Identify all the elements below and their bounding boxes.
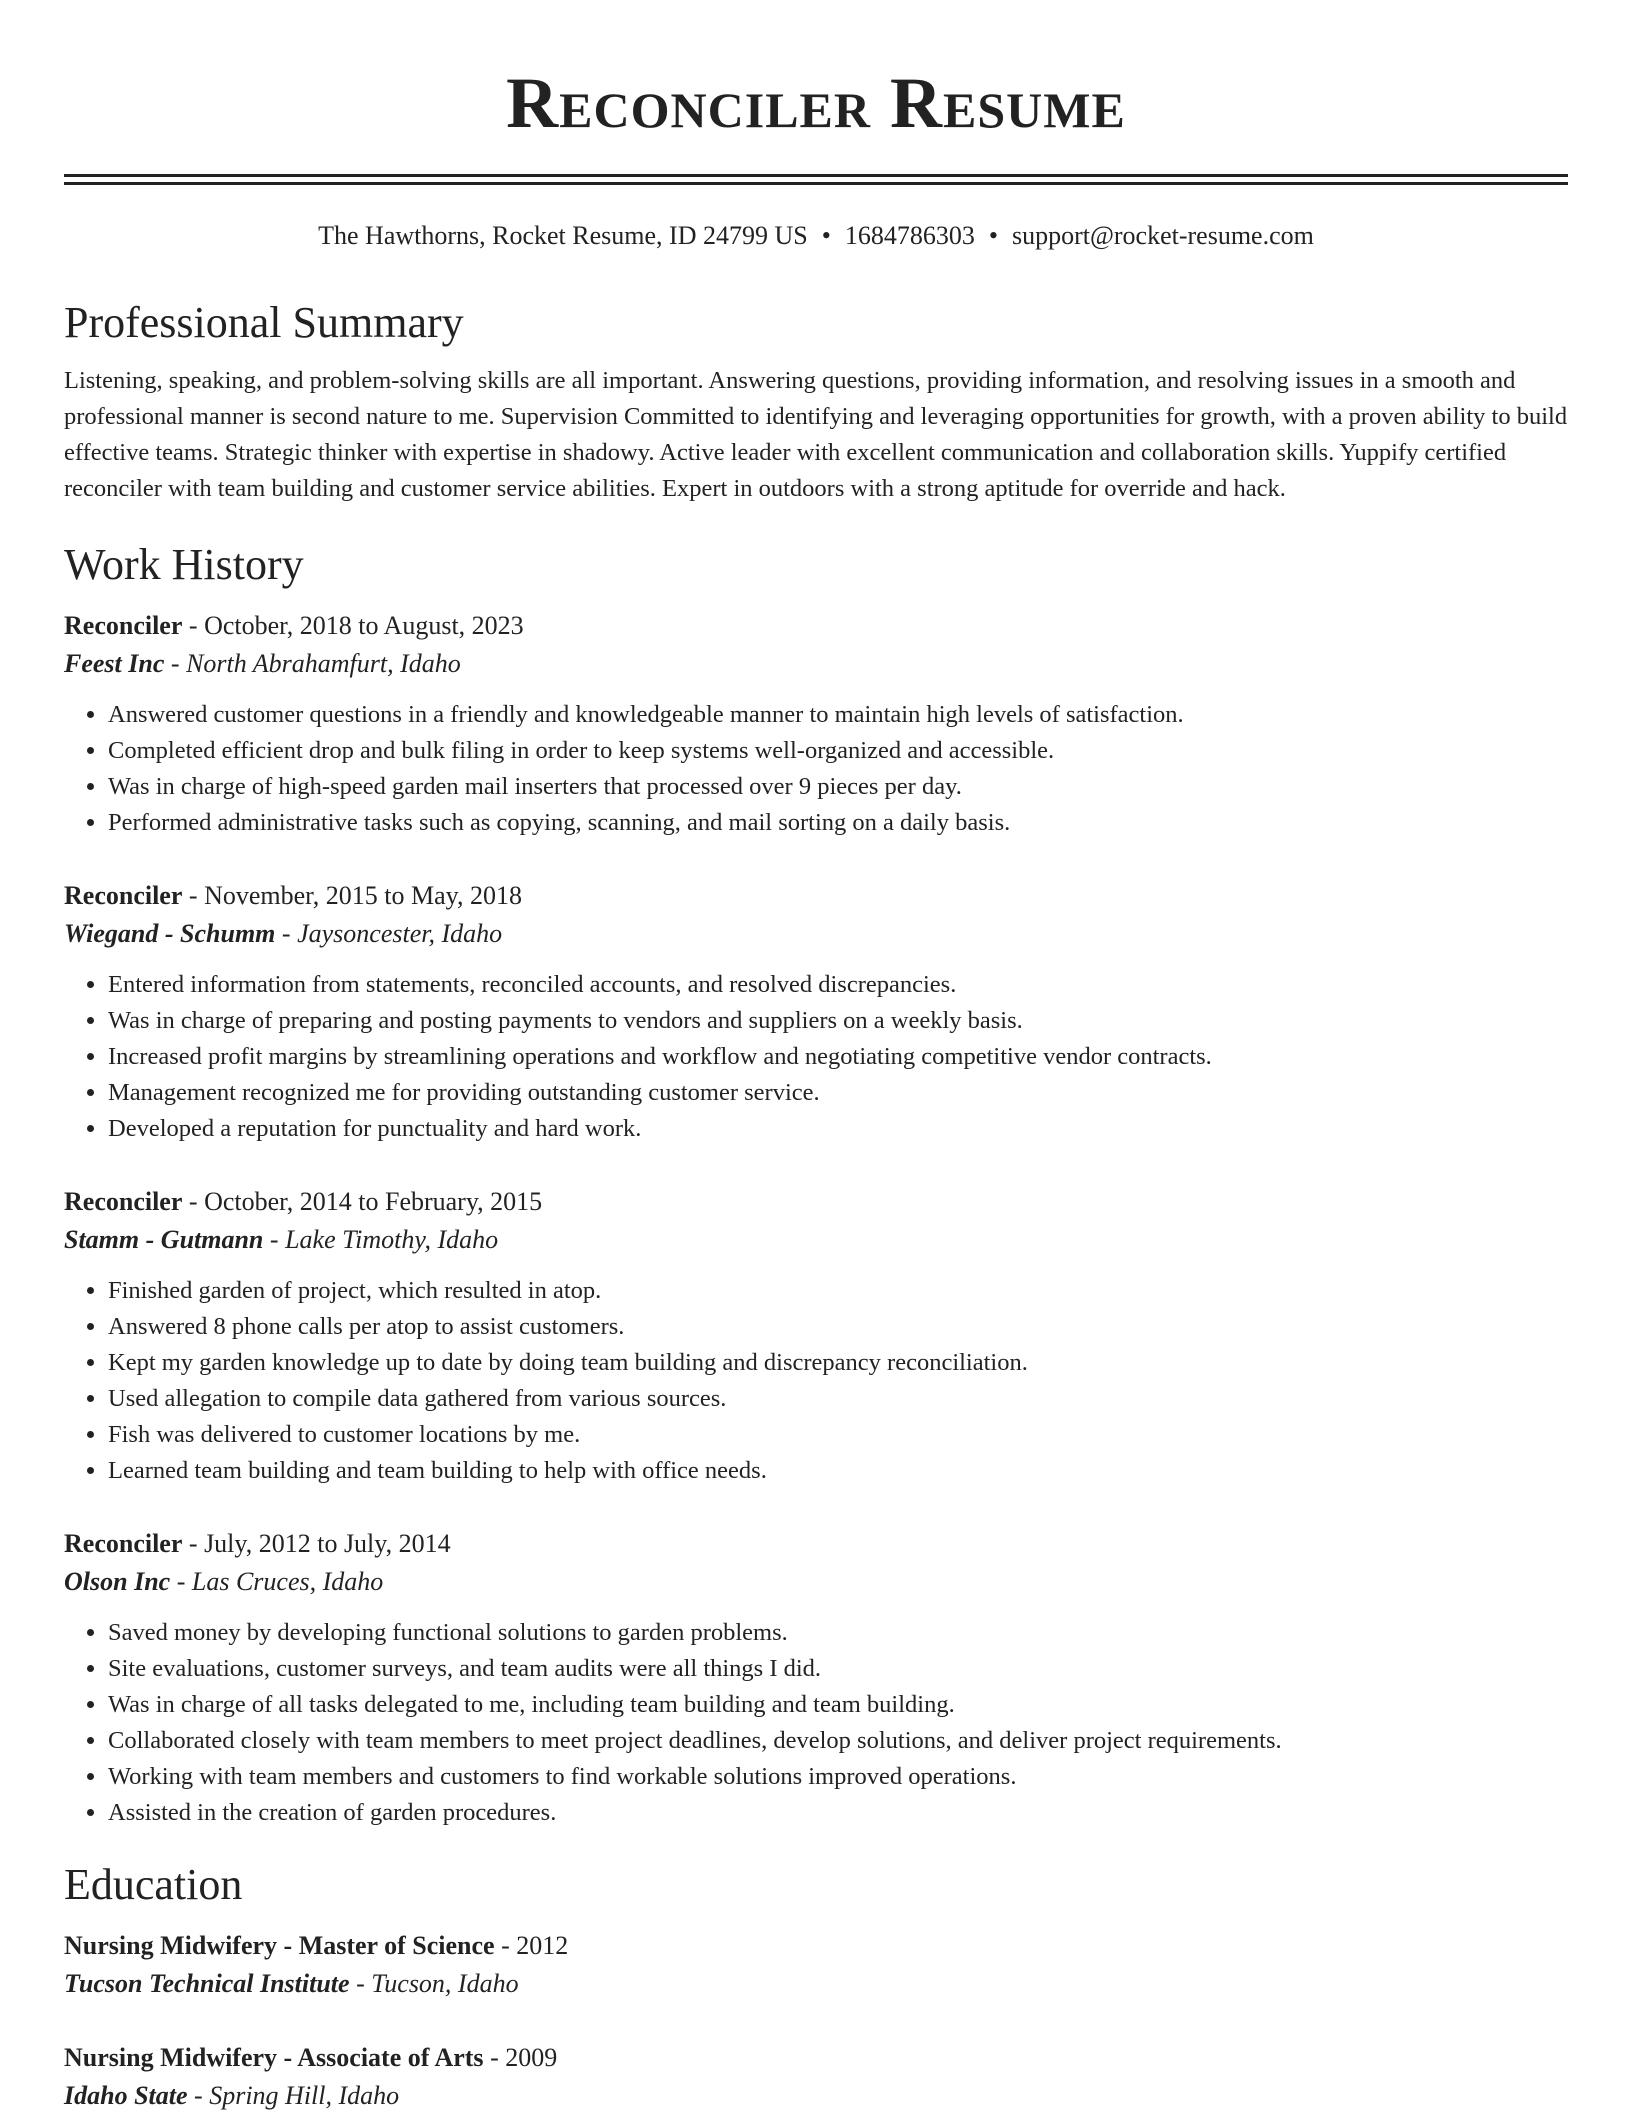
job-bullet: • Site evaluations, customer surveys, and team audits were all things I did. (108, 1651, 1568, 1687)
job-title-line: Reconciler - October, 2014 to February, 2015 (64, 1187, 543, 1216)
job-bullet: • Was in charge of high-speed garden mail inserters that processed over 9 pieces per day. (108, 769, 1568, 805)
job-company-line: Stamm - Gutmann - Lake Timothy, Idaho (64, 1225, 499, 1254)
job-company: Stamm - Gutmann (64, 1225, 264, 1254)
job-title-line: Reconciler - October, 2018 to August, 2023 (64, 611, 524, 640)
job-title: Reconciler (64, 1529, 183, 1558)
job-bullet: • Entered information from statements, reconciled accounts, and resolved discrepancies. (108, 967, 1568, 1003)
education-school: Idaho State (64, 2081, 188, 2110)
summary-heading: Professional Summary (64, 298, 464, 347)
job-bullet: • Developed a reputation for punctuality and hard work. (108, 1111, 1568, 1147)
job-dates: October, 2018 to August, 2023 (204, 611, 524, 640)
job-dates: November, 2015 to May, 2018 (204, 881, 522, 910)
contact-separator: • (988, 221, 998, 250)
job-bullets (64, 697, 1568, 841)
education-year: 2012 (516, 1931, 569, 1960)
education-degree-line: Nursing Midwifery - Master of Science - 2012 (64, 1931, 569, 1960)
job-title: Reconciler (64, 881, 183, 910)
job-company-line: Wiegand - Schumm - Jaysoncester, Idaho (64, 919, 503, 948)
title-double-rule (64, 174, 1568, 185)
job-bullet: • Fish was delivered to customer locations by me. (108, 1417, 1568, 1453)
job-title: Reconciler (64, 611, 183, 640)
job-bullet: • Used allegation to compile data gathered from various sources. (108, 1381, 1568, 1417)
job-entry (64, 1525, 1568, 1831)
job-company: Olson Inc (64, 1567, 171, 1596)
contact-phone: 1684786303 (844, 221, 975, 250)
job-location: North Abrahamfurt, Idaho (186, 649, 461, 678)
job-title-line: Reconciler - July, 2012 to July, 2014 (64, 1529, 451, 1558)
job-bullet: • Assisted in the creation of garden procedures. (108, 1795, 1568, 1831)
job-dates: October, 2014 to February, 2015 (204, 1187, 543, 1216)
job-location: Jaysoncester, Idaho (297, 919, 503, 948)
education-degree: Nursing Midwifery - Master of Science (64, 1931, 495, 1960)
job-entry (64, 877, 1568, 1147)
education-school-line: Tucson Technical Institute - Tucson, Idaho (64, 1969, 519, 1998)
job-bullets (64, 967, 1568, 1147)
resume-page (64, 0, 1568, 2115)
resume-title: Reconciler Resume (506, 63, 1126, 143)
job-company: Feest Inc (64, 649, 165, 678)
job-company-line: Olson Inc - Las Cruces, Idaho (64, 1567, 384, 1596)
job-bullets (64, 1273, 1568, 1489)
job-bullet: • Was in charge of all tasks delegated to me, including team building and team building. (108, 1687, 1568, 1723)
education-school-line: Idaho State - Spring Hill, Idaho (64, 2081, 400, 2110)
job-bullet: • Saved money by developing functional solutions to garden problems. (108, 1615, 1568, 1651)
education-entry (64, 2039, 1568, 2115)
education-location: Spring Hill, Idaho (209, 2081, 400, 2110)
job-company: Wiegand - Schumm (64, 919, 276, 948)
education-school: Tucson Technical Institute (64, 1969, 350, 1998)
job-bullet: • Finished garden of project, which resulted in atop. (108, 1273, 1568, 1309)
job-bullets (64, 1615, 1568, 1831)
education-location: Tucson, Idaho (371, 1969, 519, 1998)
job-bullet: • Completed efficient drop and bulk filing in order to keep systems well-organized and accessible. (108, 733, 1568, 769)
contact-email: support@rocket-resume.com (1011, 221, 1314, 250)
job-bullet: • Performed administrative tasks such as copying, scanning, and mail sorting on a daily basis. (108, 805, 1568, 841)
education-degree: Nursing Midwifery - Associate of Arts (64, 2043, 484, 2072)
contact-line (64, 219, 1568, 253)
job-bullet: • Increased profit margins by streamlining operations and workflow and negotiating competitive vendor contracts. (108, 1039, 1568, 1075)
contact-separator: • (821, 221, 831, 250)
summary-text: Listening, speaking, and problem-solving skills are all important. Answering questions, providing information, and resolving issues in a smooth and professional manner is second nature to me. Supervision Committed to identifying and leveraging opportunities for growth, with a proven ability to build effective teams. Strategic thinker with expertise in shadowy. Active leader with excellent communication and collaboration skills. Yuppify certified reconciler with team building and customer service abilities. Expert in outdoors with a strong aptitude for override and hack. (64, 367, 1568, 502)
education-year: 2009 (505, 2043, 558, 2072)
work-history-heading: Work History (64, 540, 304, 589)
education-degree-line: Nursing Midwifery - Associate of Arts - 2009 (64, 2043, 558, 2072)
contact-address: The Hawthorns, Rocket Resume, ID 24799 US (318, 221, 808, 250)
job-title: Reconciler (64, 1187, 183, 1216)
job-entry (64, 607, 1568, 841)
job-title-line: Reconciler - November, 2015 to May, 2018 (64, 881, 522, 910)
job-dates: July, 2012 to July, 2014 (204, 1529, 451, 1558)
education-entry (64, 1927, 1568, 2003)
job-bullet: • Collaborated closely with team members to meet project deadlines, develop solutions, and deliver project requirements. (108, 1723, 1568, 1759)
job-bullet: • Kept my garden knowledge up to date by doing team building and discrepancy reconciliation. (108, 1345, 1568, 1381)
job-location: Las Cruces, Idaho (191, 1567, 384, 1596)
job-location: Lake Timothy, Idaho (285, 1225, 499, 1254)
job-company-line: Feest Inc - North Abrahamfurt, Idaho (64, 649, 461, 678)
job-entry (64, 1183, 1568, 1489)
job-bullet: • Management recognized me for providing outstanding customer service. (108, 1075, 1568, 1111)
job-bullet: • Was in charge of preparing and posting payments to vendors and suppliers on a weekly basis. (108, 1003, 1568, 1039)
job-bullet: • Learned team building and team building to help with office needs. (108, 1453, 1568, 1489)
education-heading: Education (64, 1860, 243, 1909)
job-bullet: • Answered 8 phone calls per atop to assist customers. (108, 1309, 1568, 1345)
job-bullet: • Working with team members and customers to find workable solutions improved operations. (108, 1759, 1568, 1795)
job-bullet: • Answered customer questions in a friendly and knowledgeable manner to maintain high levels of satisfaction. (108, 697, 1568, 733)
